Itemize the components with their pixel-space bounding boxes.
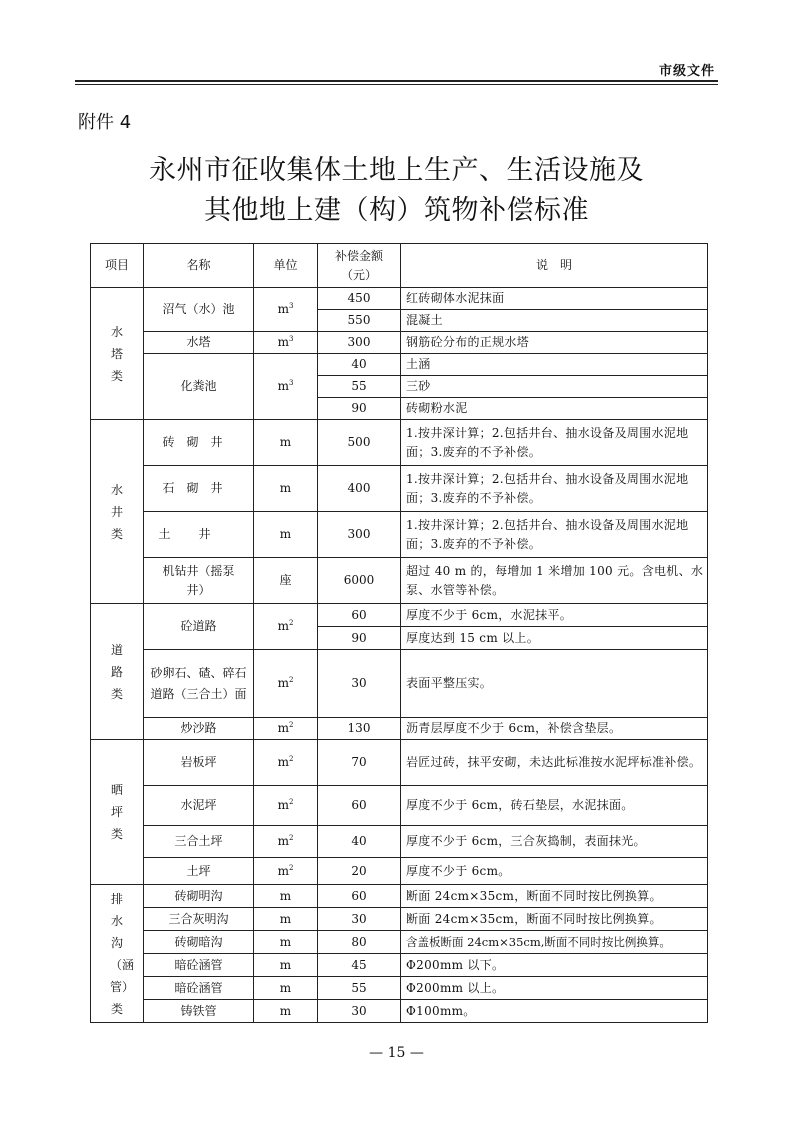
amount-cell: 30 (318, 650, 401, 718)
unit-cell: $m^2$ (254, 858, 318, 885)
category-label: 排水沟（涵管）类 (110, 891, 135, 1016)
desc-cell: 厚度不少于 6cm。 (401, 858, 708, 885)
category-cell (91, 740, 144, 885)
desc-cell: 1.按井深计算；2.包括井台、抽水设备及周围水泥地面；3.废弃的不予补偿。 (401, 466, 708, 512)
page-title-line1: 永州市征收集体土地上生产、生活设施及 (149, 155, 644, 186)
table-row (91, 740, 708, 786)
table-row (91, 332, 708, 354)
category-label: 道路类 (110, 642, 123, 701)
doc-type-label: 市级文件 (658, 64, 715, 79)
desc-cell: Φ200mm 以下。 (401, 954, 708, 977)
name-cell: 水泥坪 (144, 786, 254, 826)
name-cell: 土坪 (144, 858, 254, 885)
unit-cell: $m^2$ (254, 786, 318, 826)
amount-cell: 450 (318, 288, 401, 310)
desc-cell: 1.按井深计算；2.包括井台、抽水设备及周围水泥地面；3.废弃的不予补偿。 (401, 512, 708, 558)
desc-cell: 厚度不少于 6cm，砖石垫层，水泥抹面。 (401, 786, 708, 826)
table-row (91, 786, 708, 826)
table-row (91, 354, 708, 376)
table-row (91, 466, 708, 512)
desc-cell: 混凝土 (401, 310, 708, 332)
amount-cell: 55 (318, 977, 401, 1000)
amount-cell: 400 (318, 466, 401, 512)
name-cell: 三合灰明沟 (144, 908, 254, 931)
name-cell: 铸铁管 (144, 1000, 254, 1023)
desc-cell: Φ200mm 以上。 (401, 977, 708, 1000)
amount-cell: 550 (318, 310, 401, 332)
unit-cell: m (254, 466, 318, 512)
header-unit: 单位 (254, 244, 318, 288)
name-cell: 岩板坪 (144, 740, 254, 786)
unit-cell: $m^2$ (254, 740, 318, 786)
unit-cell: $m^3$ (254, 354, 318, 420)
unit-cell: $m^3$ (254, 332, 318, 354)
amount-cell: 60 (318, 604, 401, 627)
compensation-table (90, 243, 708, 1023)
category-cell (91, 420, 144, 604)
desc-cell: 含盖板断面 24cm×35cm,断面不同时按比例换算。 (401, 931, 708, 954)
table-row (91, 420, 708, 466)
table-row (91, 650, 708, 718)
desc-cell: 厚度不少于 6cm，水泥抹平。 (401, 604, 708, 627)
amount-cell: 45 (318, 954, 401, 977)
amount-cell: 55 (318, 376, 401, 398)
name-cell: 沼气（水）池 (144, 288, 254, 332)
category-label: 水井类 (110, 482, 123, 541)
amount-cell: 80 (318, 931, 401, 954)
unit-cell: m (254, 908, 318, 931)
unit-cell: m (254, 885, 318, 908)
desc-cell: 红砖砌体水泥抹面 (401, 288, 708, 310)
category-label: 水塔类 (110, 324, 123, 383)
name-cell: 机钻井（摇泵井） (144, 558, 254, 604)
unit-cell: m (254, 931, 318, 954)
page-title-line2: 其他地上建（构）筑物补偿标准 (204, 195, 589, 226)
header-item: 项目 (91, 244, 144, 288)
table-row (91, 604, 708, 627)
name-cell: 炒沙路 (144, 718, 254, 740)
name-cell: 三合土坪 (144, 826, 254, 858)
table-row (91, 1000, 708, 1023)
table-row (91, 908, 708, 931)
desc-cell: 表面平整压实。 (401, 650, 708, 718)
amount-cell: 20 (318, 858, 401, 885)
desc-cell: 岩匠过砖，抹平安砌，未达此标准按水泥坪标准补偿。 (401, 740, 708, 786)
attachment-label: 附件 4 (78, 112, 132, 133)
amount-cell: 40 (318, 354, 401, 376)
unit-cell: $m^2$ (254, 826, 318, 858)
name-cell: 化粪池 (144, 354, 254, 420)
amount-cell: 300 (318, 512, 401, 558)
category-cell (91, 288, 144, 420)
header-name: 名称 (144, 244, 254, 288)
desc-cell: 超过 40 m 的，每增加 1 米增加 100 元。含电机、水泵、水管等补偿。 (401, 558, 708, 604)
amount-cell: 130 (318, 718, 401, 740)
name-cell: 土井 (144, 512, 254, 558)
name-cell: 石砌井 (144, 466, 254, 512)
table-header-row (91, 244, 708, 288)
unit-cell: $m^2$ (254, 604, 318, 650)
desc-cell: 厚度不少于 6cm，三合灰捣制，表面抹光。 (401, 826, 708, 858)
header-amount-text: 补偿金额（元） (334, 248, 383, 282)
name-cell: 砂卵石、碴、碎石道路（三合土）面 (144, 650, 254, 718)
amount-cell: 90 (318, 627, 401, 650)
amount-cell: 40 (318, 826, 401, 858)
unit-cell: 座 (254, 558, 318, 604)
name-cell: 砖砌暗沟 (144, 931, 254, 954)
table-row (91, 977, 708, 1000)
amount-cell: 60 (318, 786, 401, 826)
table-row (91, 718, 708, 740)
amount-cell: 60 (318, 885, 401, 908)
desc-cell: 三砂 (401, 376, 708, 398)
name-cell: 水塔 (144, 332, 254, 354)
amount-cell: 30 (318, 1000, 401, 1023)
table-row (91, 885, 708, 908)
table-row (91, 558, 708, 604)
amount-cell: 30 (318, 908, 401, 931)
unit-cell: m (254, 1000, 318, 1023)
category-cell (91, 604, 144, 740)
category-label: 晒坪类 (110, 783, 123, 841)
amount-cell: 300 (318, 332, 401, 354)
amount-cell: 70 (318, 740, 401, 786)
desc-cell: 厚度达到 15 cm 以上。 (401, 627, 708, 650)
amount-cell: 90 (318, 398, 401, 420)
table-row (91, 826, 708, 858)
table-row (91, 288, 708, 310)
desc-cell: 砖砌粉水泥 (401, 398, 708, 420)
name-cell: 暗砼涵管 (144, 954, 254, 977)
desc-cell: Φ100mm。 (401, 1000, 708, 1023)
name-cell: 暗砼涵管 (144, 977, 254, 1000)
category-cell (91, 885, 144, 1023)
unit-cell: m (254, 512, 318, 558)
desc-cell: 1.按井深计算；2.包括井台、抽水设备及周围水泥地面；3.废弃的不予补偿。 (401, 420, 708, 466)
amount-cell: 500 (318, 420, 401, 466)
unit-cell: $m^2$ (254, 718, 318, 740)
desc-cell: 土涵 (401, 354, 708, 376)
table-row (91, 512, 708, 558)
header-rule-thin (75, 84, 718, 85)
desc-cell: 钢筋砼分布的正规水塔 (401, 332, 708, 354)
table-row (91, 931, 708, 954)
unit-cell: m (254, 977, 318, 1000)
name-cell: 砼道路 (144, 604, 254, 650)
header-amount (318, 244, 401, 288)
page-number: — 15 — (369, 1045, 424, 1061)
table-row (91, 858, 708, 885)
desc-cell: 沥青层厚度不少于 6cm，补偿含垫层。 (401, 718, 708, 740)
table-row (91, 954, 708, 977)
unit-cell: $m^2$ (254, 650, 318, 718)
header-desc: 说 明 (401, 244, 708, 288)
unit-cell: $m^3$ (254, 288, 318, 332)
desc-cell: 断面 24cm×35cm，断面不同时按比例换算。 (401, 885, 708, 908)
header-rule (75, 80, 718, 82)
name-cell: 砖砌明沟 (144, 885, 254, 908)
amount-cell: 6000 (318, 558, 401, 604)
unit-cell: m (254, 420, 318, 466)
name-cell: 砖砌井 (144, 420, 254, 466)
desc-cell: 断面 24cm×35cm，断面不同时按比例换算。 (401, 908, 708, 931)
unit-cell: m (254, 954, 318, 977)
